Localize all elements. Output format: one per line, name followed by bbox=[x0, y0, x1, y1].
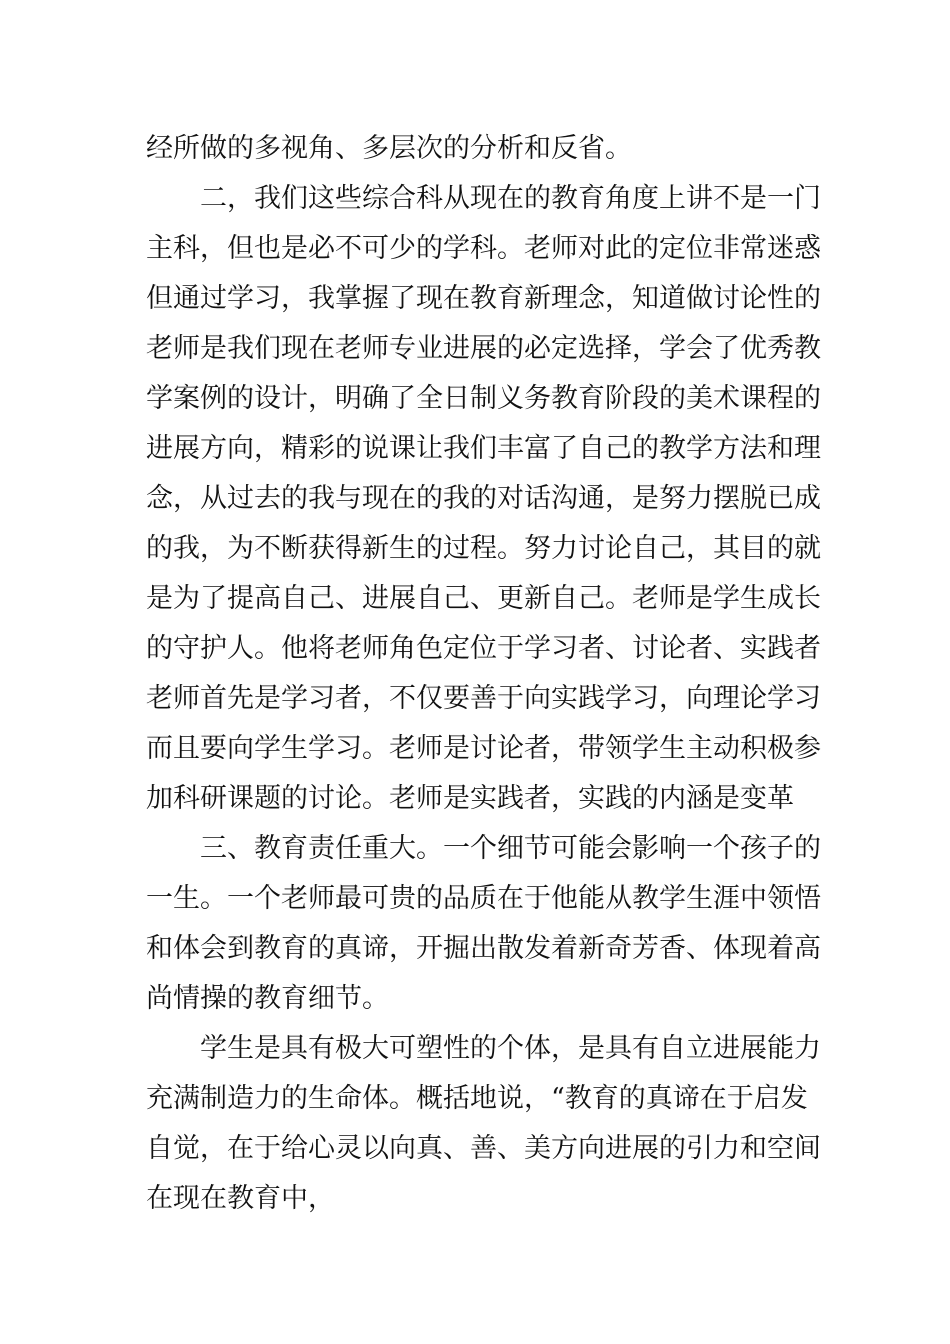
text-line: 和体会到教育的真谛，开掘出散发着新奇芳香、体现着高 bbox=[146, 933, 821, 964]
body-text bbox=[146, 124, 821, 1224]
text-line: 的守护人。他将老师角色定位于学习者、讨论者、实践者 bbox=[146, 633, 821, 664]
text-line: 充满制造力的生命体。概括地说，“教育的真谛在于启发 bbox=[146, 1083, 808, 1114]
text-line: 老师是我们现在老师专业进展的必定选择，学会了优秀教 bbox=[146, 333, 821, 364]
text-line: 老师首先是学习者，不仅要善于向实践学习，向理论学习 bbox=[146, 683, 821, 714]
text-line: 尚情操的教育细节。 bbox=[146, 983, 389, 1014]
text-line: 但通过学习，我掌握了现在教育新理念，知道做讨论性的 bbox=[146, 283, 821, 314]
paragraph-start-line: 二，我们这些综合科从现在的教育角度上讲不是一门 bbox=[200, 183, 821, 214]
paragraph-start-line: 三、教育责任重大。一个细节可能会影响一个孩子的 bbox=[200, 833, 821, 864]
text-line: 在现在教育中， bbox=[146, 1183, 335, 1214]
paragraph-start-line: 学生是具有极大可塑性的个体，是具有自立进展能力 bbox=[200, 1033, 821, 1064]
text-line: 进展方向，精彩的说课让我们丰富了自己的教学方法和理 bbox=[146, 433, 821, 464]
text-line: 自觉，在于给心灵以向真、善、美方向进展的引力和空间 bbox=[146, 1133, 821, 1164]
text-line: 念，从过去的我与现在的我的对话沟通，是努力摆脱已成 bbox=[146, 483, 821, 514]
text-line: 一生。一个老师最可贵的品质在于他能从教学生涯中领悟 bbox=[146, 883, 821, 914]
text-line: 加科研课题的讨论。老师是实践者，实践的内涵是变革 bbox=[146, 783, 794, 814]
text-line: 是为了提高自己、进展自己、更新自己。老师是学生成长 bbox=[146, 583, 821, 614]
text-line: 主科，但也是必不可少的学科。老师对此的定位非常迷惑 bbox=[146, 233, 821, 264]
text-line: 经所做的多视角、多层次的分析和反省。 bbox=[146, 133, 632, 164]
text-line: 而且要向学生学习。老师是讨论者，带领学生主动积极参 bbox=[146, 733, 821, 764]
text-line: 的我，为不断获得新生的过程。努力讨论自己，其目的就 bbox=[146, 533, 821, 564]
text-line: 学案例的设计，明确了全日制义务教育阶段的美术课程的 bbox=[146, 383, 821, 414]
